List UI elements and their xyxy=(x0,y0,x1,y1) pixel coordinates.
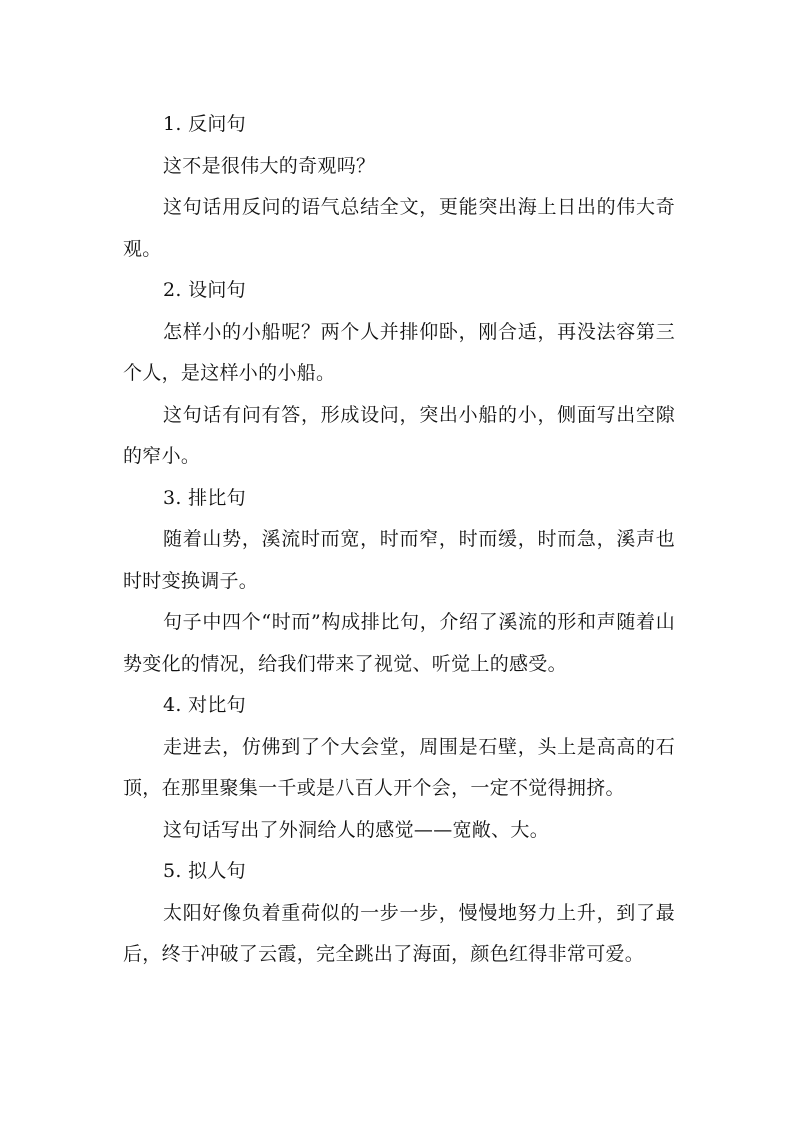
section-heading-contrast: 4. 对比句 xyxy=(163,694,246,716)
example-sentence: 这不是很伟大的奇观吗？ xyxy=(163,154,376,177)
section-heading-personification: 5. 拟人句 xyxy=(163,860,246,882)
explanation-paragraph: 句子中四个“时而”构成排比句，介绍了溪流的形和声随着山势变化的情况，给我们带来了视觉、听觉上的感受。 xyxy=(123,611,675,675)
section-heading-rhetorical-question: 1. 反问句 xyxy=(163,113,246,135)
explanation-paragraph: 这句话写出了外洞给人的感觉——宽敞、大。 xyxy=(163,818,550,841)
document-body xyxy=(123,104,675,976)
example-sentence: 随着山势，溪流时而宽，时而窄，时而缓，时而急，溪声也时时变换调子。 xyxy=(123,528,675,592)
explanation-paragraph: 这句话用反问的语气总结全文，更能突出海上日出的伟大奇观。 xyxy=(123,196,675,260)
section-heading-parallelism: 3. 排比句 xyxy=(163,486,246,509)
example-sentence: 怎样小的小船呢？两个人并排仰卧，刚合适，再没法容第三个人，是这样小的小船。 xyxy=(123,320,675,384)
explanation-paragraph: 这句话有问有答，形成设问，突出小船的小，侧面写出空隙的窄小。 xyxy=(123,403,675,467)
example-sentence: 太阳好像负着重荷似的一步一步，慢慢地努力上升，到了最后，终于冲破了云霞，完全跳出了海面，颜色红得非常可爱。 xyxy=(123,901,675,965)
section-heading-set-question: 2. 设问句 xyxy=(163,279,246,301)
example-sentence: 走进去，仿佛到了个大会堂，周围是石壁，头上是高高的石顶，在那里聚集一千或是八百人开个会，一定不觉得拥挤。 xyxy=(123,735,675,799)
